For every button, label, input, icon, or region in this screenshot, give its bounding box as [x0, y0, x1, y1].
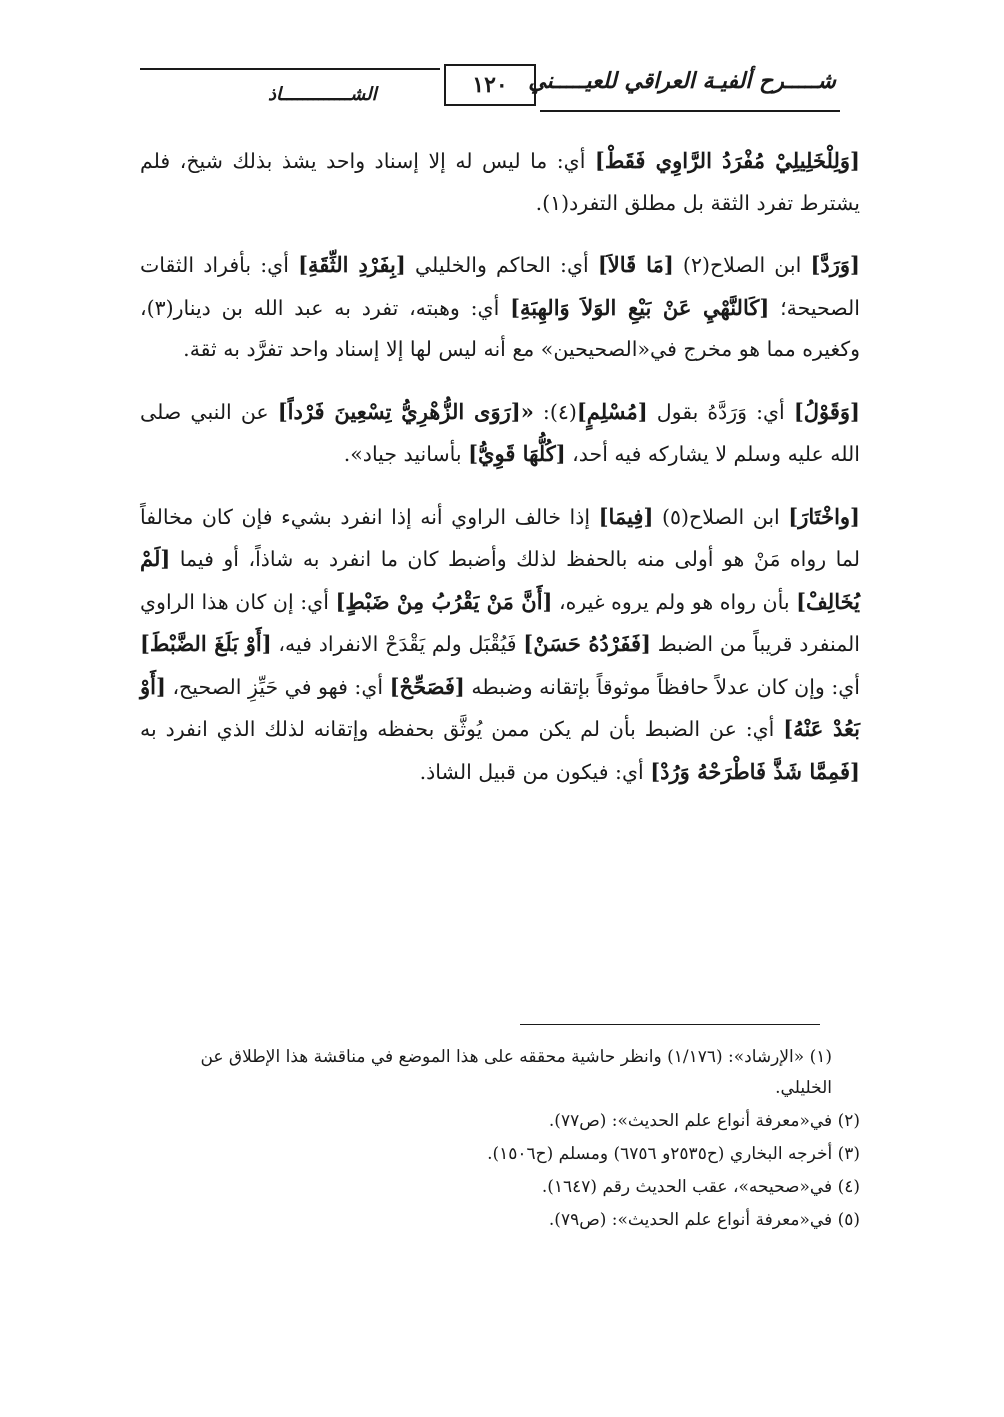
- commentary-text: أي: فهو في حَيِّزِ الصحيح،: [165, 674, 390, 699]
- footnote: (١) «الإرشاد»: (١/١٧٦) وانظر حاشية محققه على هذا الموضع في مناقشة هذا الإطلاق عن الخليلي.: [200, 1047, 832, 1098]
- verse-quote: [واخْتَارَ]: [788, 503, 860, 529]
- verse-quote: [أَوْ بَعُدْ عَنْهُ]: [140, 673, 860, 741]
- commentary-text: أي: فيكون من قبيل الشاذ.: [419, 759, 651, 784]
- verse-quote: [فَمِمَّا شَذَّ فَاطْرَحْهُ وَرُدْ]: [650, 758, 860, 784]
- verse-quote: [فِيمَا]: [598, 503, 654, 529]
- footnotes: [140, 1042, 860, 1238]
- section-title: الشـــــــــــــاذ: [268, 84, 377, 105]
- page-header: [140, 62, 840, 114]
- commentary-text: أي: بأفراد الثقات الصحيحة؛: [140, 253, 860, 320]
- footnote: (٤) في«صحيحه»، عقب الحديث رقم (١٦٤٧).: [541, 1177, 860, 1197]
- commentary-text: فَيُقْبَل ولم يَقْدَحْ الانفراد فيه،: [271, 632, 524, 656]
- verse-quote: [أَنَّ مَنْ يَقْرُبُ مِنْ ضَبْطٍ]: [335, 588, 553, 614]
- commentary-text: أي: إن كان هذا الراوي المنفرد قريباً من الضبط: [140, 589, 860, 656]
- commentary-text: بأسانيد جياد».: [343, 442, 469, 466]
- commentary-text: أي: الحاكم والخليلي: [405, 253, 598, 277]
- paragraph: [140, 244, 860, 371]
- header-rule-right: [540, 110, 840, 112]
- running-title: شـــــرح ألفيـة العراقي للعيـــــني: [528, 68, 836, 94]
- paragraph: [140, 140, 860, 224]
- verse-quote: [أَوْ بَلَغَ الضَّبْطَ]: [140, 631, 272, 656]
- verse-quote: [وَرَدَّ]: [810, 252, 860, 277]
- verse-quote: [فَصَحِّحْ]: [389, 673, 465, 699]
- footnote: (٢) في«معرفة أنواع علم الحديث»: (ص٧٧).: [548, 1111, 860, 1131]
- commentary-text: أي: وَرَدَّهُ بقول: [647, 399, 794, 424]
- verse-quote: [بِفَرْدِ الثِّقَةِ]: [298, 252, 406, 277]
- commentary-text: بأن رواه هو ولم يروه غيره،: [552, 589, 797, 614]
- verse-quote: [كُلُّهَا قَوِيُّ]: [468, 441, 566, 466]
- footnote: (٥) في«معرفة أنواع علم الحديث»: (ص٧٩).: [548, 1210, 860, 1230]
- commentary-text: أي: عن الضبط بأن لم يكن ممن يُوثَّق بحفظه وإتقانه لذلك الذي انفرد به: [140, 717, 784, 741]
- verse-quote: [لَمْ يُخَالِفْ]: [140, 546, 860, 614]
- footnote: (٣) أخرجه البخاري (ح٢٥٣٥و ٦٧٥٦) ومسلم (ح١٥٠٦).: [487, 1144, 860, 1164]
- commentary-text: أي: ما ليس له إلا إسناد واحد يشذ بذلك شيخ، فلم يشترط تفرد الثقة بل مطلق التفرد(١).: [140, 149, 860, 215]
- footnote-separator: [520, 1024, 820, 1025]
- commentary-text: أي: وإن كان عدلاً حافظاً موثوقاً بإتقانه وضبطه: [464, 674, 860, 699]
- main-text: [140, 140, 860, 813]
- commentary-text: (٤):: [533, 399, 577, 424]
- commentary-text: إذا خالف الراوي أنه إذا انفرد بشيء فإن كان مخالفاً لما رواه مَنْ هو أولى منه بالحفظ لذلك وأضبط كان ما انفرد به شاذاً، أو فيما: [140, 504, 860, 571]
- page-number: ١٢٠: [444, 64, 536, 106]
- commentary-text: ابن الصلاح(٢): [673, 253, 811, 277]
- verse-quote: [كَالنَّهْيِ عَنْ بَيْعِ الوَلاَ وَالهِبَةِ]: [510, 294, 770, 320]
- verse-quote: [مُسْلِمٍ]: [576, 398, 648, 424]
- paragraph: [140, 391, 860, 476]
- commentary-text: ابن الصلاح(٥): [653, 504, 789, 529]
- commentary-text: عن النبي صلى الله عليه وسلم لا يشاركه فيه أحد،: [140, 399, 860, 466]
- verse-quote: «[رَوَى الزُّهْرِيُّ تِسْعِينَ فَرْداً]: [277, 398, 534, 424]
- header-rule-left: [140, 68, 440, 70]
- verse-quote: [مَا قَالاَ]: [597, 252, 674, 277]
- verse-quote: [وَلِلْخَلِيلِيْ مُفْرَدُ الرَّاوِي فَقَطْ]: [594, 148, 860, 173]
- paragraph: [140, 496, 860, 794]
- verse-quote: [وَقَوْلُ]: [793, 398, 860, 424]
- verse-quote: [فَفَرْدُهُ حَسَنْ]: [523, 631, 651, 656]
- commentary-text: أي: وهبته، تفرد به عبد الله بن دينار(٣)، وكغيره مما هو مخرج في«الصحيحين» مع أنه ليس لها إلا إسناد واحد تفرَّد به ثقة.: [140, 295, 860, 361]
